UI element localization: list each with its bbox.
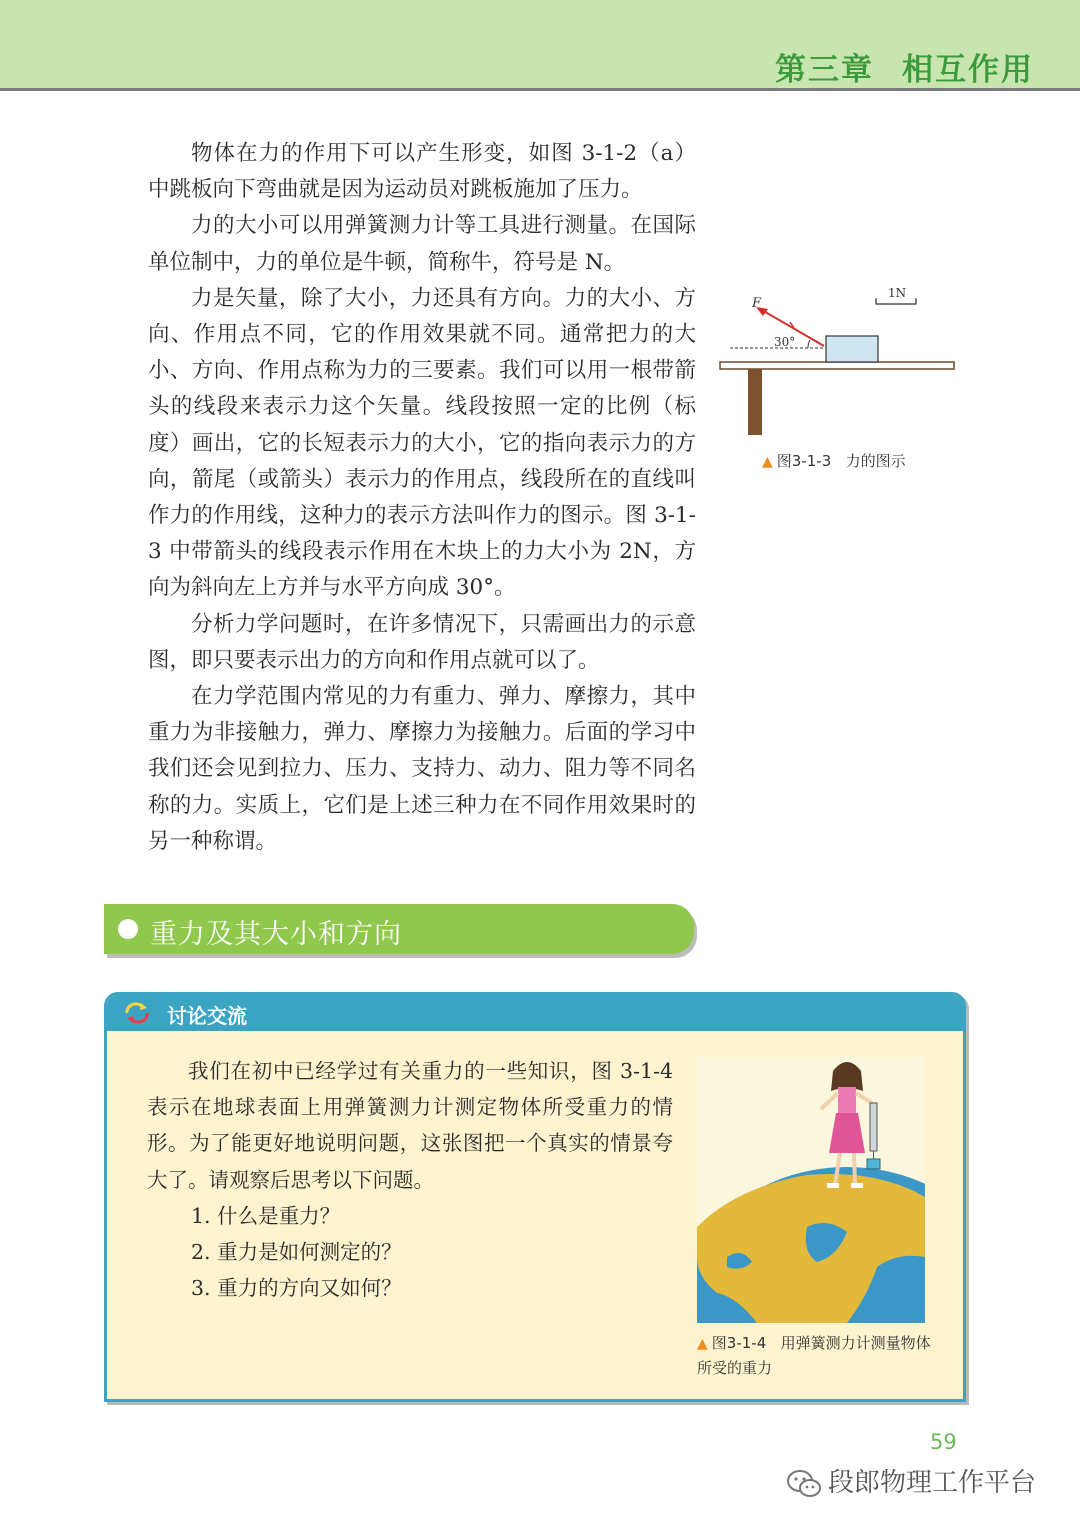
- discussion-label: 讨论交流: [167, 1004, 247, 1028]
- discussion-intro: 我们在初中已经学过有关重力的一些知识，图 3-1-4表示在地球表面上用弹簧测力计测定物体所受重力的情形。为了能更好地说明问题，这张图把一个真实的情景夸大了。请观察后思考以下问题。: [147, 1059, 673, 1192]
- paragraph: 力是矢量，除了大小，力还具有方向。力的大小、方向、作用点不同，它的作用效果就不同。通常把力的大小、方向、作用点称为力的三要素。我们可以用一根带箭头的线段来表示力这个矢量。线段按照一定的比例（标度）画出，它的长短表示力的大小，它的指向表示力的方向，箭尾（或箭头）表示力的作用点，线段所在的直线叫作力的作用线，这种力的表示方法叫作力的图示。图 3-1-3 中带箭头的线段表示作用在木块上的力大小为 2N，方向为斜向左上方并与水平方向成 30°。: [148, 285, 696, 601]
- force-label: F: [752, 296, 762, 311]
- chapter-title: [775, 44, 1034, 89]
- discussion-icon: [123, 1001, 151, 1025]
- paragraph: 在力学范围内常见的力有重力、弹力、摩擦力，其中重力为非接触力，弹力、摩擦力为接触力。后面的学习中我们还会见到拉力、压力、支持力、动力、阻力等不同名称的力。实质上，它们是上述三种力在不同作用效果时的另一种称谓。: [148, 684, 696, 854]
- question-item: 1. 什么是重力？: [191, 1203, 341, 1228]
- triangle-icon: ▲: [762, 454, 773, 470]
- gravity-illustration: [697, 1057, 925, 1323]
- bullet-icon: [118, 919, 138, 939]
- caption-number: 图3-1-3: [776, 452, 832, 470]
- wechat-icon: [786, 1469, 822, 1499]
- figure-force-diagram: [716, 282, 966, 482]
- caption-text: 用弹簧测力计测量物体所受的重力: [697, 1334, 931, 1377]
- section-heading: [104, 904, 694, 954]
- chapter-header: [0, 0, 1080, 88]
- discussion-box: [104, 992, 966, 1402]
- page-number: 59: [930, 1430, 957, 1454]
- question-item: 3. 重力的方向又如何？: [191, 1276, 402, 1301]
- section-title: 重力及其大小和方向: [150, 919, 402, 950]
- paragraph: 分析力学问题时，在许多情况下，只需画出力的示意图，即只要表示出力的方向和作用点就可以了。: [148, 611, 696, 673]
- watermark-text: 段郎物理工作平台: [828, 1468, 1037, 1498]
- body-text: [148, 136, 696, 860]
- triangle-icon: ▲: [697, 1336, 708, 1352]
- paragraph: 物体在力的作用下可以产生形变，如图 3-1-2（a）中跳板向下弯曲就是因为运动员对跳板施加了压力。: [148, 141, 696, 203]
- caption-text: 力的图示: [845, 452, 906, 470]
- chapter-number: 第三章: [775, 52, 874, 88]
- scale-label: 1N: [888, 286, 907, 300]
- discussion-text: [147, 1053, 673, 1306]
- paragraph: 力的大小可以用弹簧测力计等工具进行测量。在国际单位制中，力的单位是牛顿，简称牛，符号是 N。: [148, 213, 696, 275]
- force-diagram-illustration: [716, 282, 966, 442]
- caption-number: 图3-1-4: [711, 1334, 767, 1352]
- question-item: 2. 重力是如何测定的？: [191, 1240, 402, 1265]
- figure-caption: [697, 1331, 937, 1380]
- discussion-tab: [107, 995, 963, 1031]
- watermark: [786, 1462, 1036, 1498]
- figure-caption: [762, 450, 906, 471]
- angle-label: 30°: [774, 335, 796, 349]
- chapter-name: 相互作用: [902, 52, 1034, 88]
